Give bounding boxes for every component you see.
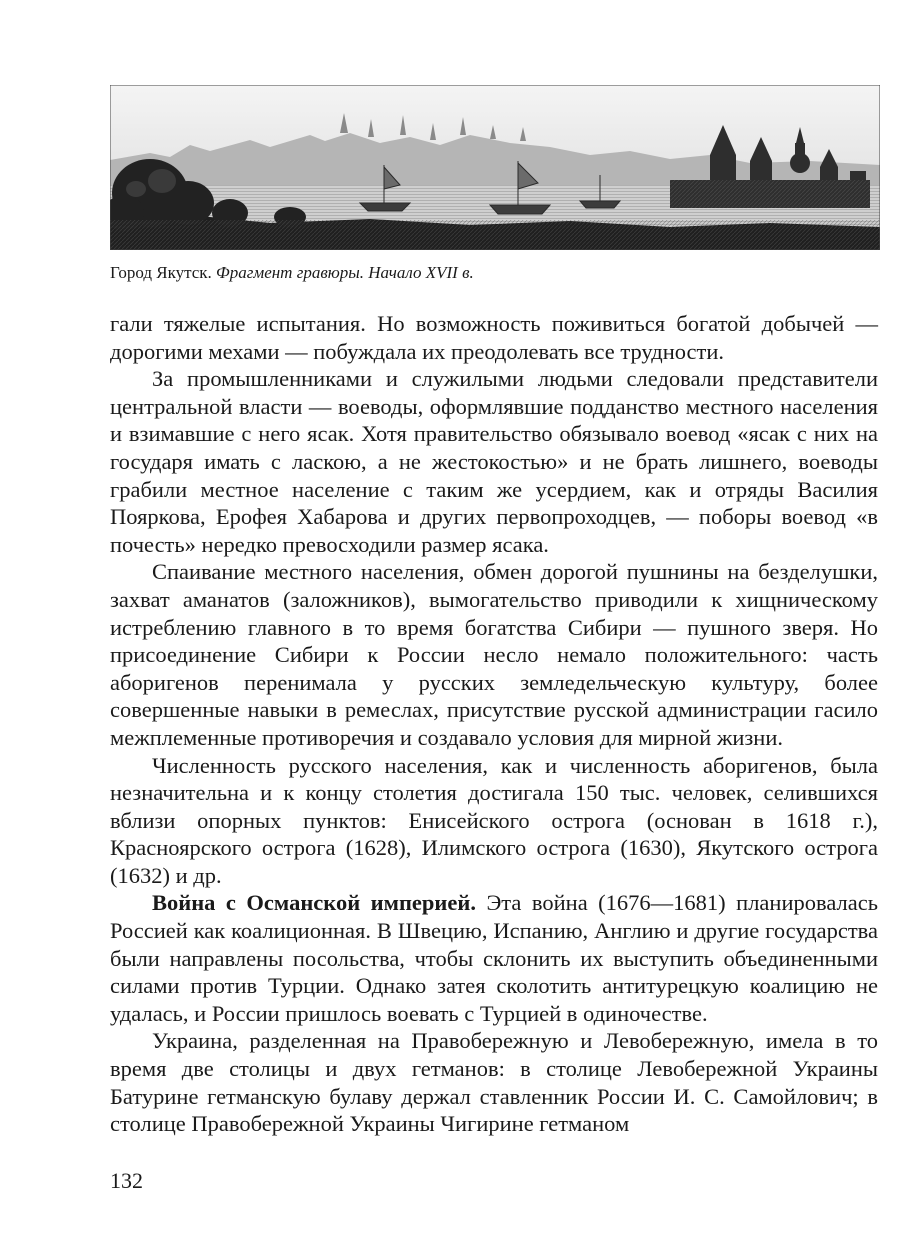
paragraph-continuation: гали тяжелые испытания. Но возможность поживиться богатой добычей — дорогими мехами — побуждала их преодолевать все трудности.	[110, 311, 878, 364]
paragraph: Спаивание местного населения, обмен дорогой пушнины на безделушки, захват аманатов (заложников), вымогательство приводили к хищническому истреблению главного в то время богатства Сибири — пушного зверя. Но присоединение Сибири к России несло немало положительного: часть аборигенов перенимала у русских земледельческую культуру, более совершенные навыки в ремеслах, присутствие русской администрации гасило межплеменные противоречия и создавало условия для мирной жизни.	[110, 559, 878, 750]
section-heading-runin: Война с Османской империей.	[152, 890, 476, 916]
paragraph: За промышленниками и служилыми людьми следовали представители центральной власти — воеводы, оформлявшие подданство местного населения и взимавшие с него ясак. Хотя правительство обязывало воевод «ясак с них на государя имать с ласкою, а не жестокостью» и не брать лишнего, воеводы грабили местное население с таким же усердием, как и отряды Василия Пояркова, Ерофея Хабарова и других первопроходцев, — поборы воевод «в почесть» нередко превосходили размер ясака.	[110, 366, 878, 557]
page-number: 132	[110, 1168, 143, 1193]
paragraph-body: Эта война (1676—1681) планировалась Россией как коалиционная. В Швецию, Испанию, Англию и другие государства были направлены посольства, чтобы склонить их выступить объединенными силами против Турции. Однако затея сколотить антитурецкую коалицию не удалась, и России пришлось воевать с Турцией в одиночестве.	[110, 890, 878, 1026]
paragraph: Украина, разделенная на Правобережную и Левобережную, имела в то время две столицы и двух гетманов: в столице Левобережной Украины Батурине гетманскую булаву держал ставленник России И. С. Самойлович; в столице Правобережной Украины Чигирине гетманом	[110, 1028, 878, 1137]
caption-title: Город Якутск.	[110, 263, 217, 282]
paragraph: Численность русского населения, как и численность аборигенов, была незначительна и к концу столетия достигала 150 тыс. человек, селившихся вблизи опорных пунктов: Енисейского острога (основан в 1618 г.), Красноярского острога (1628), Илимского острога (1630), Якутского острога (1632) и др.	[110, 752, 878, 888]
caption-description: Фрагмент гравюры. Начало XVII в.	[216, 263, 474, 282]
paragraph-section-ottoman-war	[110, 889, 878, 1027]
main-text	[110, 310, 878, 1138]
yakutsk-engraving-image	[110, 85, 880, 250]
figure-caption	[110, 262, 474, 284]
